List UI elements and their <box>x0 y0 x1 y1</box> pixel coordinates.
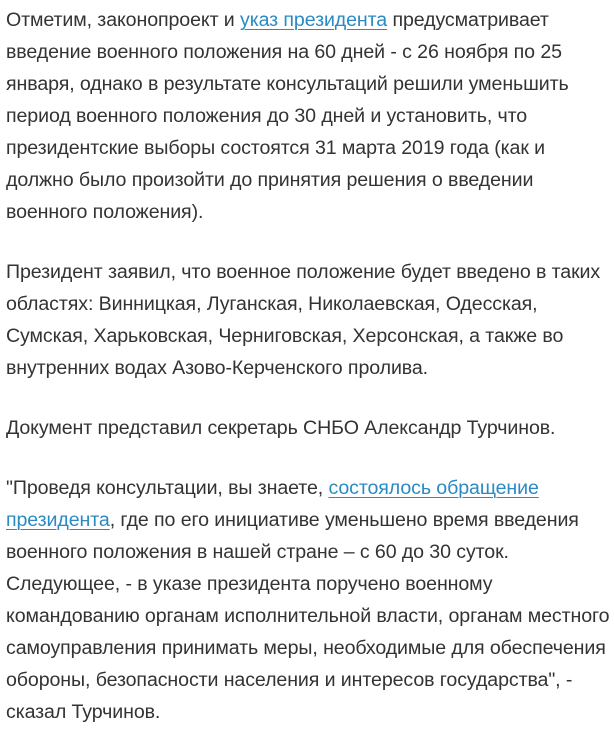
link-president-address[interactable]: состоялось обращение президента <box>6 477 539 531</box>
paragraph-document <box>6 412 610 444</box>
paragraph-regions <box>6 256 610 384</box>
link-president-decree[interactable]: указ президента <box>240 9 388 31</box>
paragraph-text: , где по его инициативе уменьшено время введения военного положения в нашей стране – с 60 до 30 суток. Следующее, - в указе президента поручено военному командованию органам исполнительной власти, органам местного самоуправления принимать меры, необходимые для обеспечения обороны, безопасности населения и интересов государства", - сказал Турчинов. <box>6 509 610 723</box>
article-body <box>6 4 610 756</box>
paragraph-decree <box>6 4 610 228</box>
paragraph-text: Президент заявил, что военное положение будет введено в таких областях: Винницкая, Луганская, Николаевская, Одесская, Сумская, Харьковская, Черниговская, Херсонская, а также во внутренних водах Азово-Керченского пролива. <box>6 261 601 379</box>
paragraph-text: Отметим, законопроект и <box>6 9 240 31</box>
paragraph-text: Документ представил секретарь СНБО Александр Турчинов. <box>6 417 556 439</box>
paragraph-text: "Проведя консультации, вы знаете, <box>6 477 329 499</box>
paragraph-text: предусматривает введение военного положения на 60 дней - с 26 ноября по 25 января, однако в результате консультаций решили уменьшить период военного положения до 30 дней и установить, что президентские выборы состоятся 31 марта 2019 года (как и должно было произойти до принятия решения о введении военного положения). <box>6 9 569 223</box>
paragraph-quote <box>6 472 610 728</box>
